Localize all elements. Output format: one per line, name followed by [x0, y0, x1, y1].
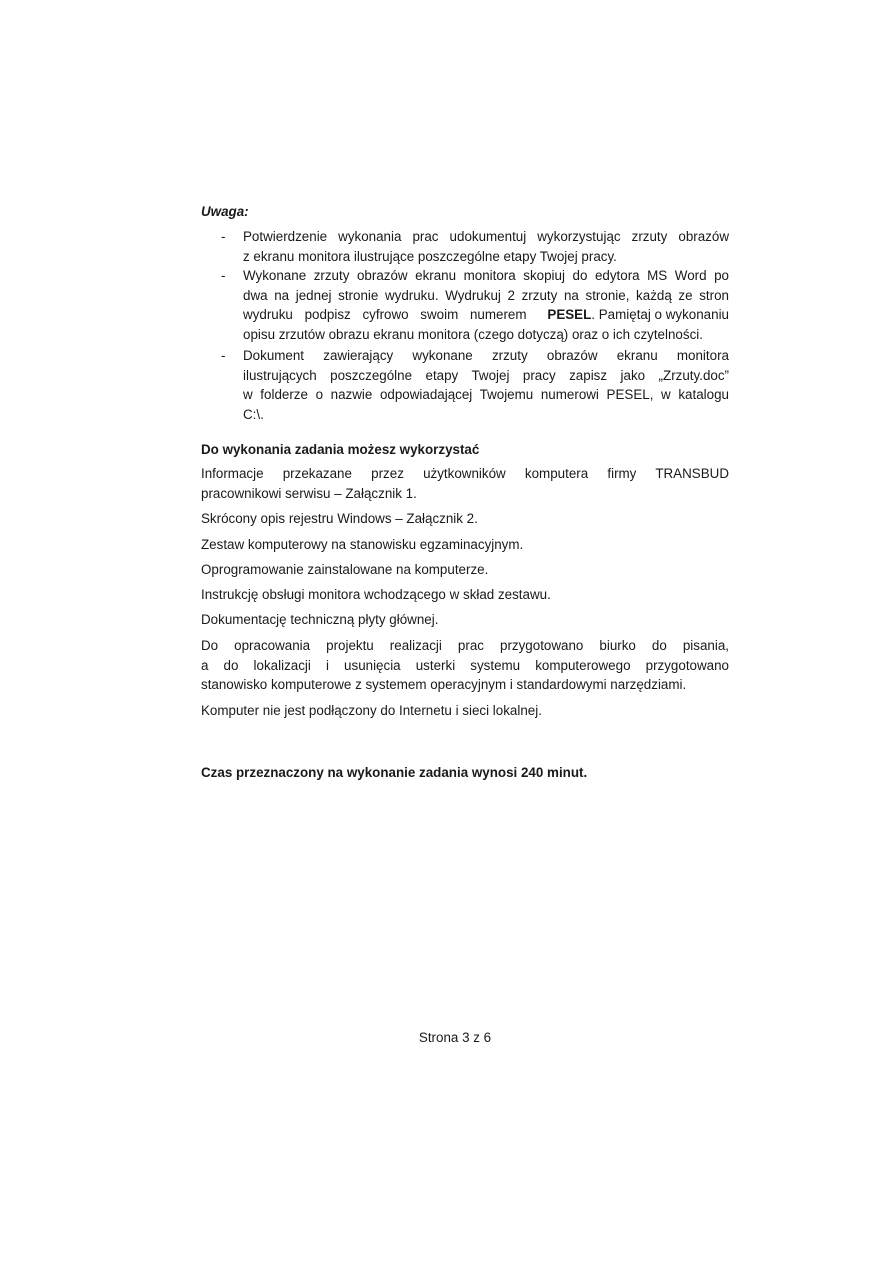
note-bullet [201, 227, 729, 266]
text-line: ilustrujących poszczególne etapy Twojej pracy zapisz jako „Zrzuty.doc” [243, 367, 729, 383]
text-line: Instrukcję obsługi monitora wchodzącego w skład zestawu. [201, 587, 551, 602]
resource-item [201, 701, 729, 721]
text-line: z ekranu monitora ilustrujące poszczególne etapy Twojej pracy. [243, 248, 617, 264]
pesel-bold: PESEL [547, 307, 592, 323]
text-line: opisu zrzutów obrazu ekranu monitora (czego dotyczą) oraz o ich czytelności. [243, 326, 703, 342]
page-number: Strona 3 z 6 [418, 1030, 492, 1045]
text-line: Informacje przekazane przez użytkowników komputera firmy TRANSBUD [201, 466, 729, 481]
text-line: a do lokalizacji i usunięcia usterki systemu komputerowego przygotowano [201, 657, 729, 673]
text-line: w folderze o nazwie odpowiadającej Twojemu numerowi PESEL, w katalogu [243, 387, 729, 403]
bullet-dash: - [221, 348, 226, 363]
text-line: Wykonane zrzuty obrazów ekranu monitora skopiuj do edytora MS Word po [243, 268, 729, 283]
text-line: C:\. [243, 406, 264, 422]
text-line: Komputer nie jest podłączony do Internetu i sieci lokalnej. [201, 703, 542, 718]
text-line: dwa na jednej stronie wydruku. Wydrukuj 2 zrzuty na stronie, każdą ze stron [243, 287, 729, 303]
text-line: Dokument zawierający wykonane zrzuty obrazów ekranu monitora [243, 348, 729, 363]
bullet-dash: - [221, 268, 226, 283]
resource-item [201, 464, 729, 503]
note-bullet [201, 346, 729, 424]
text-line: Do opracowania projektu realizacji prac przygotowano biurko do pisania, [201, 638, 729, 653]
text-line: stanowisko komputerowe z systemem operacyjnym i standardowymi narzędziami. [201, 677, 687, 693]
bullet-dash: - [221, 229, 226, 244]
note-heading: Uwaga: [201, 204, 249, 219]
text-line: Skrócony opis rejestru Windows – Załącznik 2. [201, 511, 478, 526]
text-line: Zestaw komputerowy na stanowisku egzaminacyjnym. [201, 537, 524, 552]
resource-item [201, 585, 729, 605]
text-line: pracownikowi serwisu – Załącznik 1. [201, 485, 417, 501]
time-note: Czas przeznaczony na wykonanie zadania wynosi 240 minut. [201, 765, 588, 780]
text-segment: wydruku podpisz cyfrowo swoim numerem [243, 307, 527, 323]
resources-heading: Do wykonania zadania możesz wykorzystać [201, 442, 480, 457]
resource-item [201, 610, 729, 630]
resource-item [201, 636, 729, 695]
text-line: Oprogramowanie zainstalowane na komputerze. [201, 562, 489, 577]
text-line: Dokumentację techniczną płyty głównej. [201, 612, 439, 627]
resource-item [201, 560, 729, 580]
text-line [243, 305, 729, 325]
text-segment: . Pamiętaj o wykonaniu [591, 307, 729, 323]
resource-item [201, 535, 729, 555]
resource-item [201, 509, 729, 529]
note-bullet [201, 266, 729, 344]
text-line: Potwierdzenie wykonania prac udokumentuj wykorzystując zrzuty obrazów [243, 229, 729, 244]
